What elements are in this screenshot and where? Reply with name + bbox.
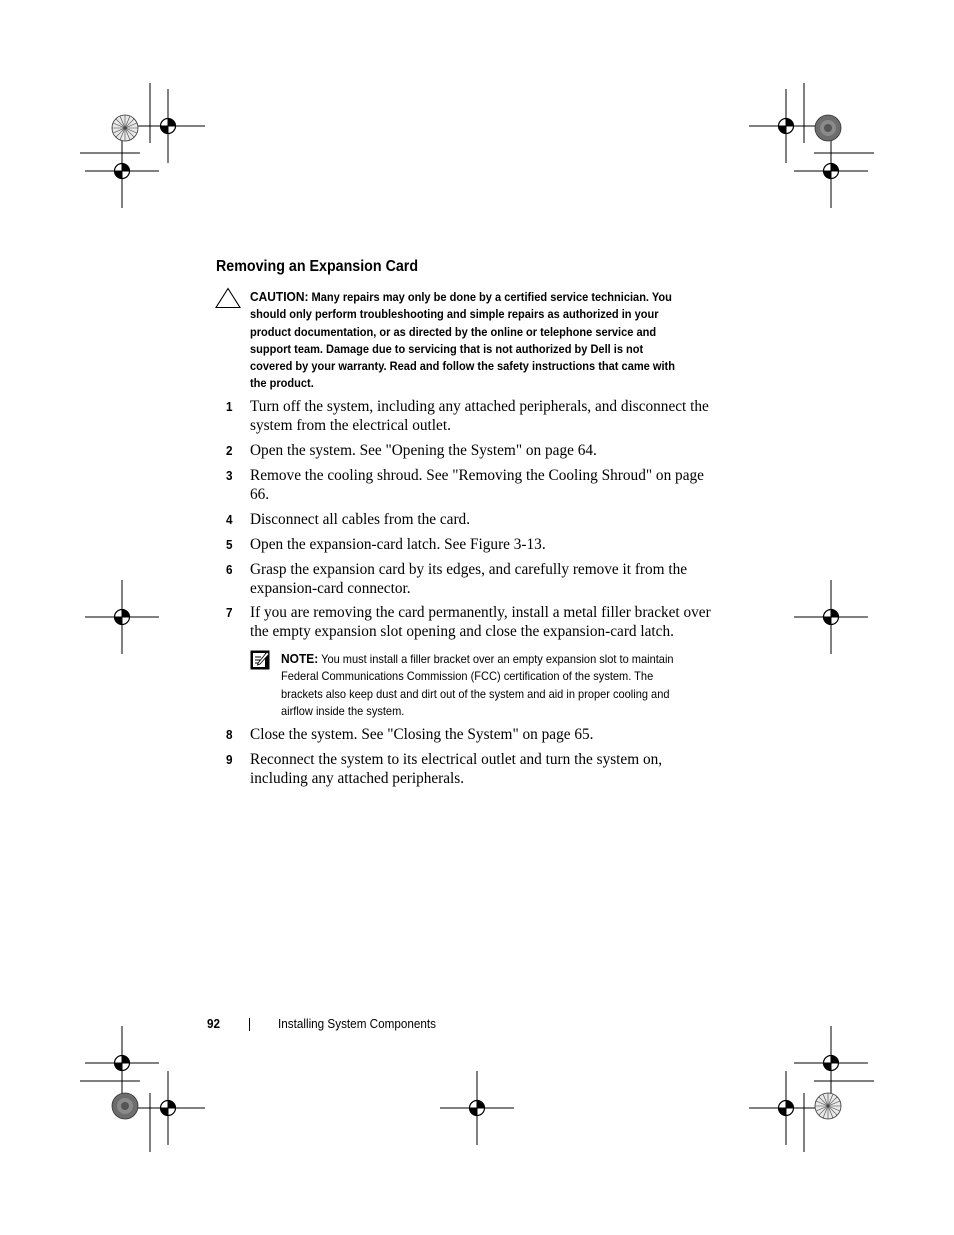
step-number: 6	[226, 562, 233, 577]
page-number: 92	[207, 1016, 221, 1031]
footer-divider	[249, 1018, 250, 1031]
step-number: 5	[226, 537, 233, 552]
step-number: 3	[226, 468, 233, 483]
step-number: 8	[226, 727, 233, 742]
step-text: Turn off the system, including any attached peripherals, and disconnect the system from the electrical outlet.	[250, 398, 709, 434]
step-text: Grasp the expansion card by its edges, and carefully remove it from the expansion-card connector.	[250, 561, 688, 597]
note-label: NOTE:	[281, 651, 319, 666]
caution-triangle-icon	[215, 287, 241, 309]
step-text: Open the system. See "Opening the System" on page 64.	[250, 442, 597, 459]
step-text: Close the system. See "Closing the System" on page 65.	[250, 726, 594, 743]
caution-text: Many repairs may only be done by a certified service technician. You should only perform troubleshooting and simple repairs as authorized in your product documentation, or as directed by the online or telephone service and support team. Damage due to servicing that is not authorized by Dell is not covered by your warranty. Read and follow the safety instructions that came with the product.	[250, 290, 675, 391]
section-heading: Removing an Expansion Card	[216, 258, 419, 275]
footer-section-title: Installing System Components	[278, 1016, 437, 1031]
step-number: 9	[226, 752, 233, 767]
step-text: Open the expansion-card latch. See Figure 3-13.	[250, 536, 546, 553]
step-number: 1	[226, 399, 233, 414]
note-pencil-icon	[250, 650, 270, 670]
step-text: Remove the cooling shroud. See "Removing the Cooling Shroud" on page 66.	[250, 467, 704, 503]
caution-block	[250, 288, 682, 393]
step-text: Reconnect the system to its electrical outlet and turn the system on, including any attached peripherals.	[250, 751, 663, 787]
step-text: Disconnect all cables from the card.	[250, 511, 471, 528]
step-number: 2	[226, 443, 233, 458]
step-number: 4	[226, 512, 233, 527]
note-text: You must install a filler bracket over an empty expansion slot to maintain Federal Communications Commission (FCC) certification of the system. The brackets also keep dust and dirt out of the system and aid in proper cooling and airflow inside the system.	[281, 652, 674, 718]
step-number: 7	[226, 605, 233, 620]
step-text: If you are removing the card permanently, install a metal filler bracket over the empty expansion slot opening and close the expansion-card latch.	[250, 604, 711, 640]
note-block	[281, 650, 686, 720]
caution-label: CAUTION:	[250, 289, 309, 304]
